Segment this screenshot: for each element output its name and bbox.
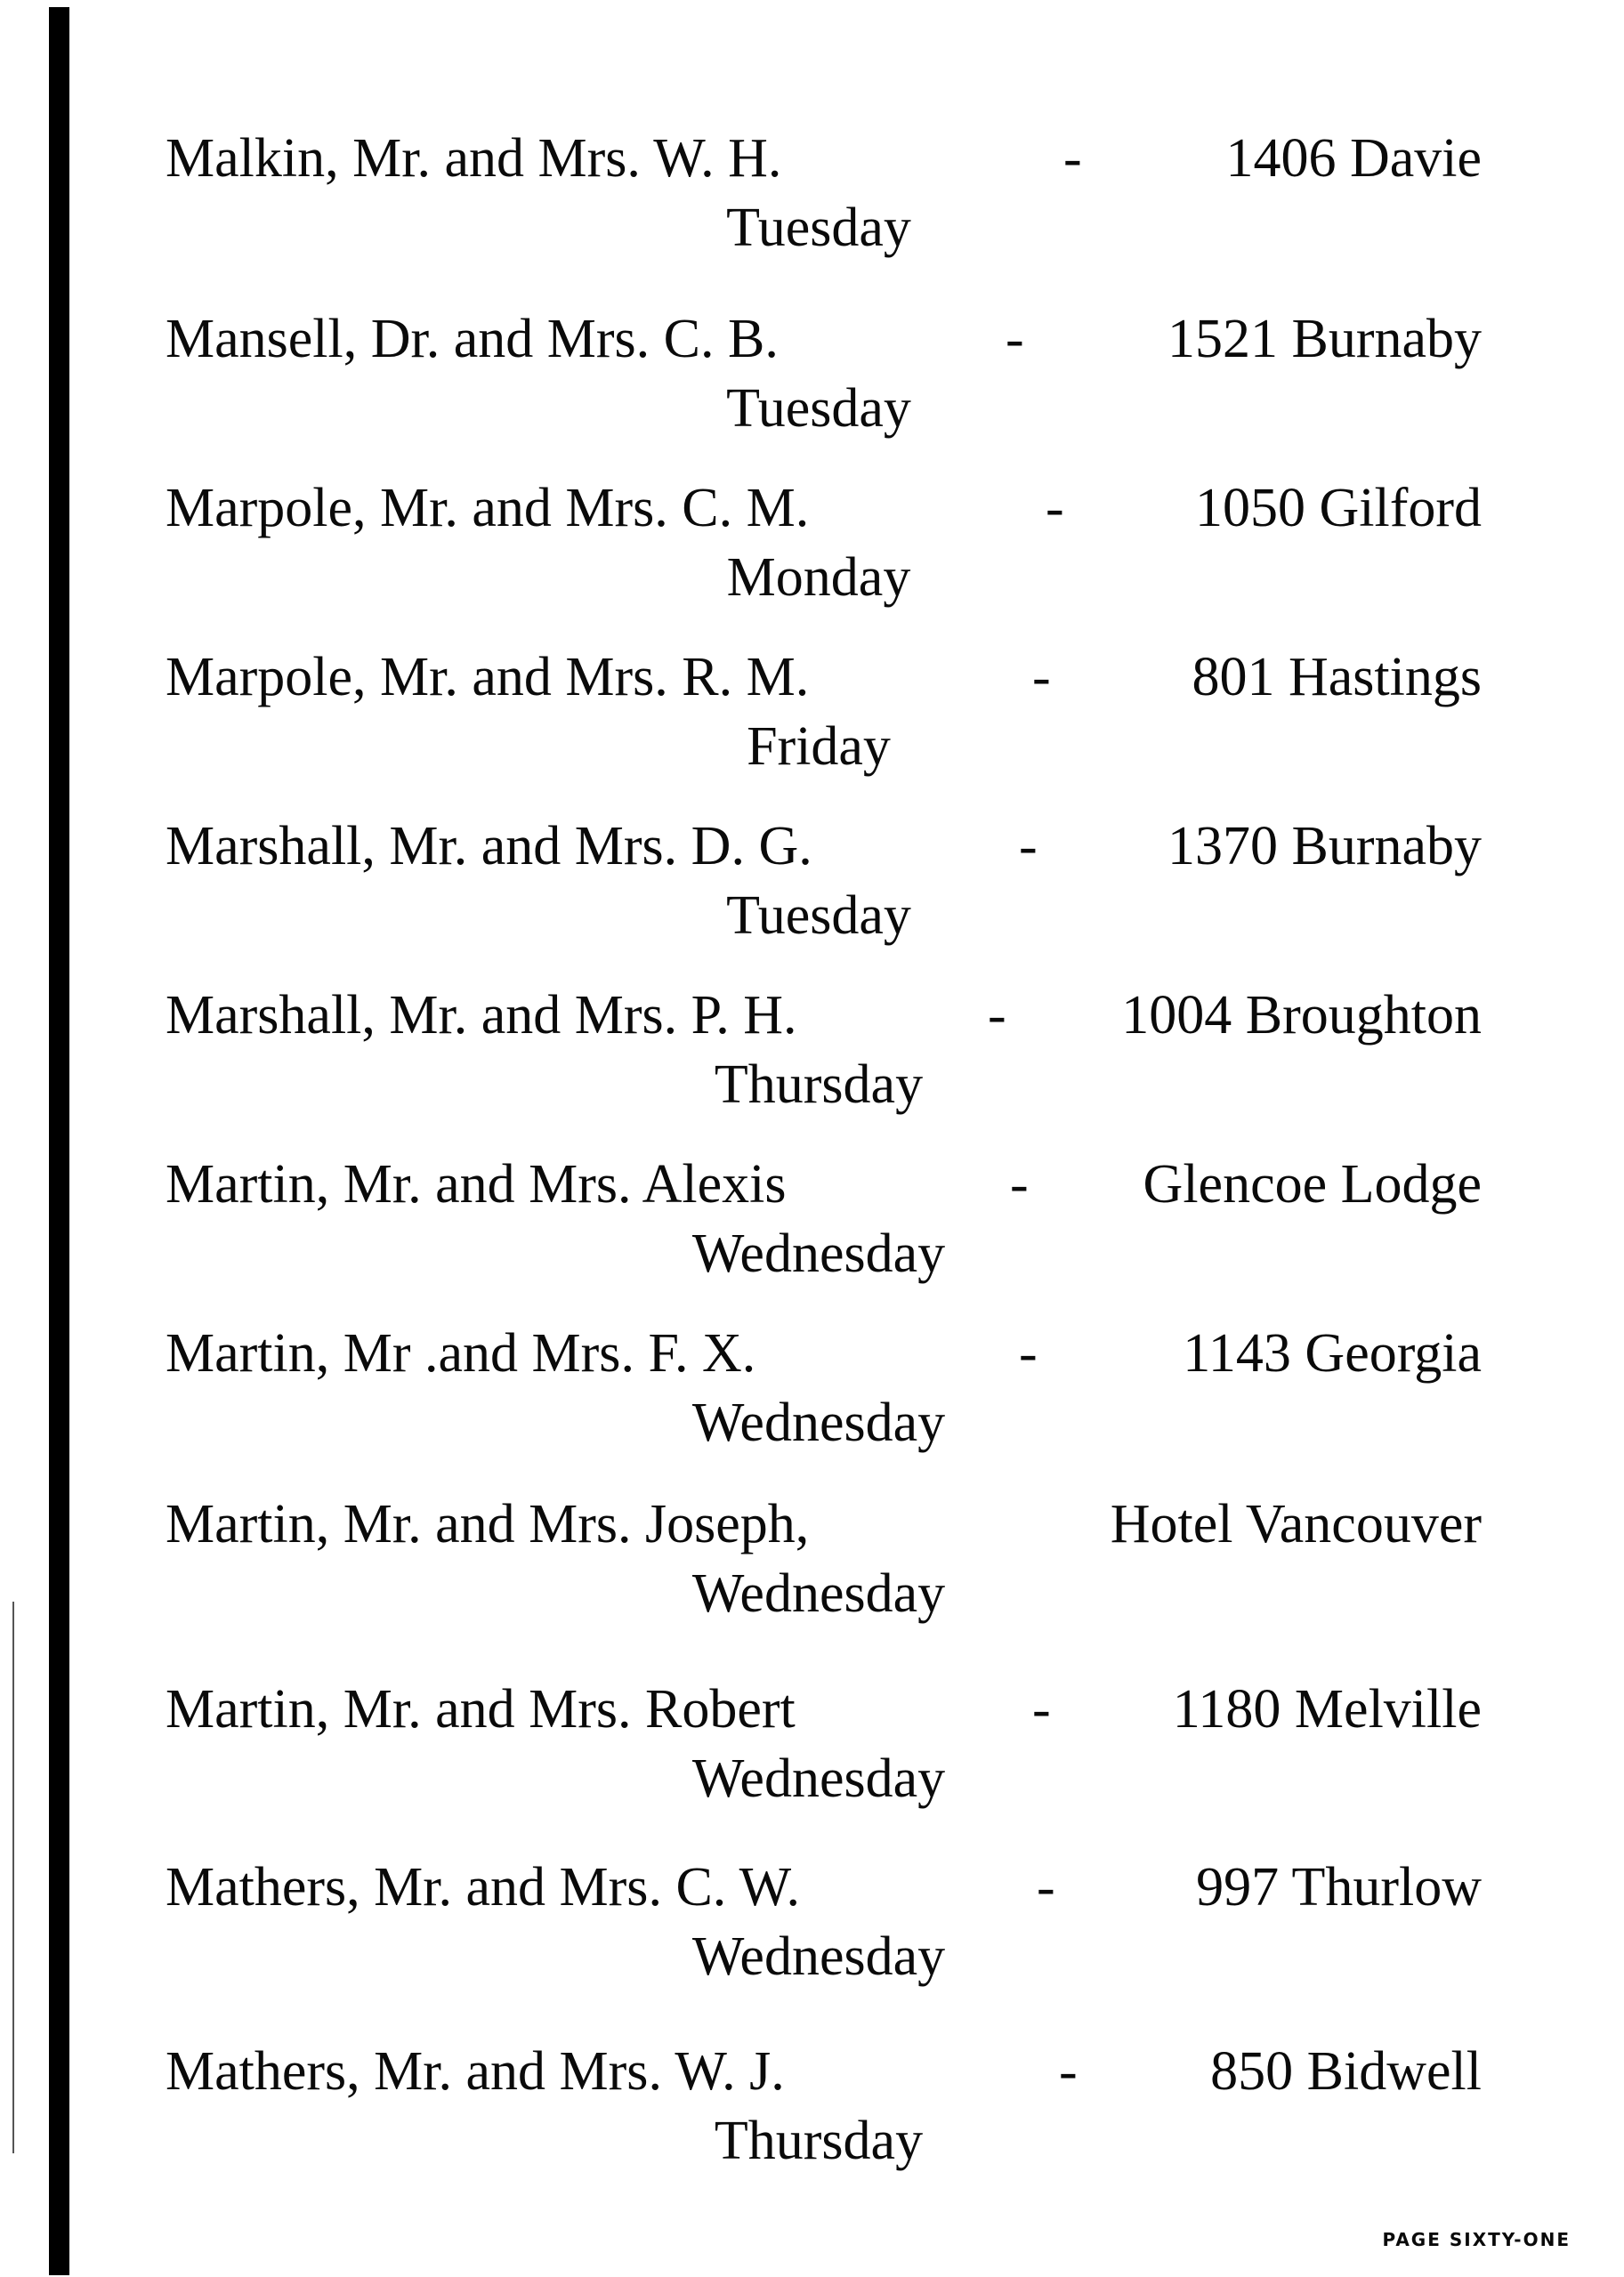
entry-address: 997 Thurlow [1196, 1857, 1482, 1918]
entry-separator: - [1059, 2041, 1078, 2102]
entry-name: Mansell, Dr. and Mrs. C. B. [166, 309, 779, 369]
entry-name: Martin, Mr .and Mrs. F. X. [166, 1323, 756, 1384]
entry-name: Marshall, Mr. and Mrs. P. H. [166, 985, 797, 1046]
directory-entry [0, 814, 1624, 992]
entry-day: Monday [726, 547, 911, 608]
entry-day: Thursday [714, 1054, 924, 1115]
entry-name: Marpole, Mr. and Mrs. C. M. [166, 478, 810, 538]
entry-address: 801 Hastings [1192, 647, 1482, 707]
entry-address: Hotel Vancouver [1110, 1494, 1482, 1554]
entry-separator: - [1019, 1323, 1038, 1384]
directory-entry [0, 126, 1624, 304]
directory-entry [0, 1152, 1624, 1330]
directory-entry [0, 2039, 1624, 2217]
entry-separator: - [1032, 1679, 1051, 1740]
entry-day: Thursday [714, 2111, 924, 2171]
entry-address: 1050 Gilford [1194, 478, 1482, 538]
entry-separator: - [1037, 1857, 1055, 1918]
entry-address: Glencoe Lodge [1143, 1154, 1482, 1215]
entry-day: Wednesday [691, 1926, 946, 1987]
entry-name: Martin, Mr. and Mrs. Alexis [166, 1154, 787, 1215]
directory-entry [0, 645, 1624, 823]
entry-day: Friday [747, 716, 891, 777]
entry-day: Wednesday [691, 1563, 946, 1624]
entry-day: Tuesday [726, 198, 911, 258]
directory-entry [0, 476, 1624, 654]
entry-name: Marpole, Mr. and Mrs. R. M. [166, 647, 810, 707]
entry-day: Tuesday [726, 885, 911, 946]
entry-day: Tuesday [726, 378, 911, 439]
entry-name: Malkin, Mr. and Mrs. W. H. [166, 128, 782, 189]
directory-entry [0, 1321, 1624, 1499]
entry-separator: - [988, 985, 1006, 1046]
entry-address: 1004 Broughton [1121, 985, 1482, 1046]
directory-entry [0, 1492, 1624, 1670]
directory-entry [0, 983, 1624, 1161]
entry-name: Martin, Mr. and Mrs. Robert [166, 1679, 796, 1740]
entry-separator: - [1006, 309, 1024, 369]
entry-name: Martin, Mr. and Mrs. Joseph, [166, 1494, 810, 1554]
entry-separator: - [1019, 816, 1038, 876]
entry-separator: - [1046, 478, 1064, 538]
entry-day: Wednesday [691, 1393, 946, 1453]
entry-address: 1370 Burnaby [1167, 816, 1482, 876]
page-number-footer: PAGE SIXTY-ONE [1382, 2229, 1571, 2250]
entry-separator: - [1010, 1154, 1029, 1215]
directory-entry [0, 1677, 1624, 1855]
entry-address: 1406 Davie [1225, 128, 1482, 189]
entry-separator: - [1063, 128, 1082, 189]
entry-address: 850 Bidwell [1210, 2041, 1482, 2102]
directory-entry [0, 307, 1624, 485]
directory-entry [0, 1855, 1624, 2033]
entry-name: Mathers, Mr. and Mrs. W. J. [166, 2041, 785, 2102]
entry-address: 1521 Burnaby [1167, 309, 1482, 369]
entry-name: Mathers, Mr. and Mrs. C. W. [166, 1857, 800, 1918]
entry-address: 1143 Georgia [1183, 1323, 1482, 1384]
entry-address: 1180 Melville [1172, 1679, 1482, 1740]
entry-name: Marshall, Mr. and Mrs. D. G. [166, 816, 812, 876]
entry-separator: - [1032, 647, 1051, 707]
entry-day: Wednesday [691, 1748, 946, 1809]
entry-day: Wednesday [691, 1223, 946, 1284]
